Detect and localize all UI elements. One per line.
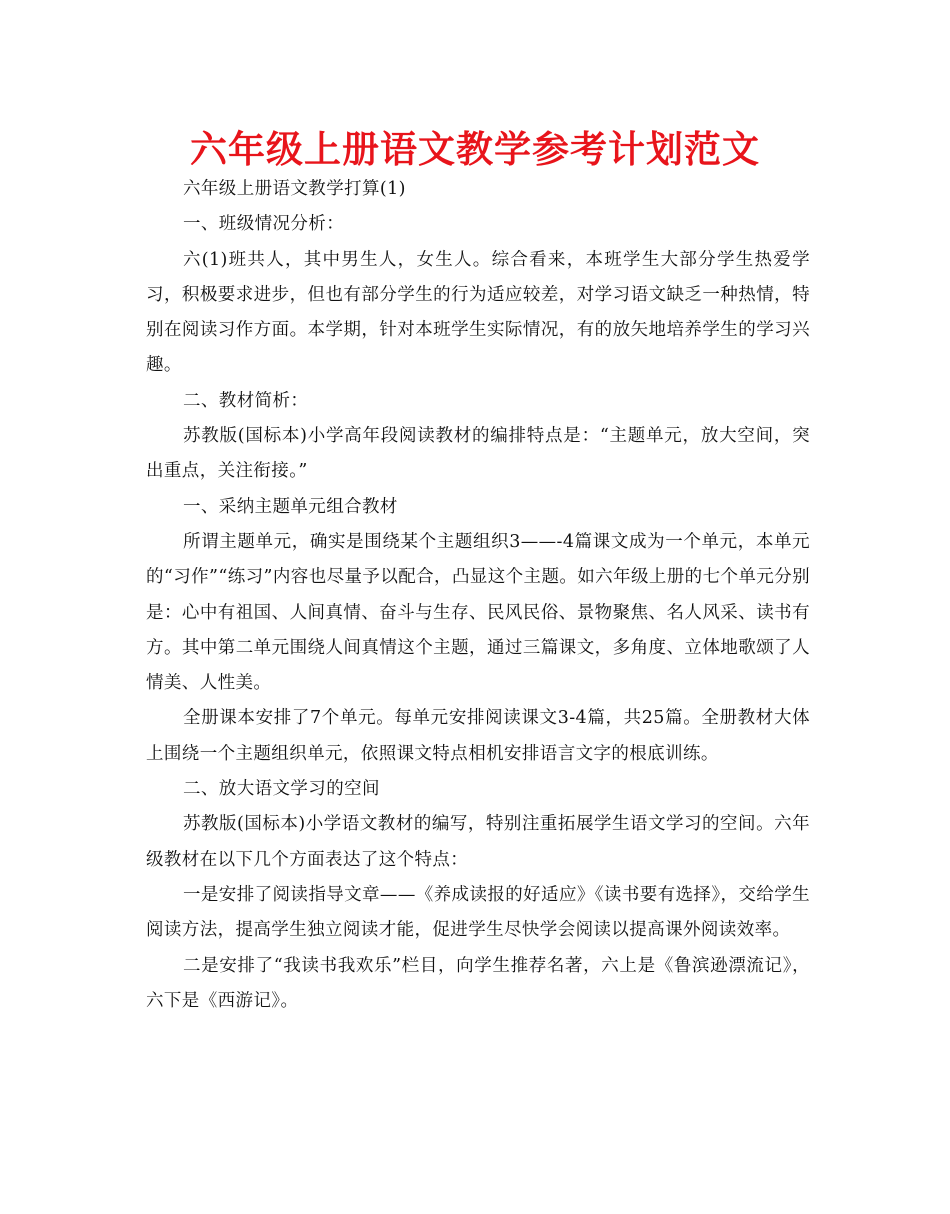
paragraph: 全册课本安排了7个单元。每单元安排阅读课文3-4篇，共25篇。全册教材大体上围绕一个主题组织单元，依照课文特点相机安排语言文字的根底训练。	[146, 708, 810, 764]
subheading: 一、采纳主题单元组合教材	[183, 496, 398, 517]
paragraph: 一是安排了阅读指导文章——《养成读报的好适应》《读书要有选择》，交给学生阅读方法，提高学生独立阅读才能，促进学生尽快学会阅读以提高课外阅读效率。	[146, 884, 810, 941]
section-heading: 六年级上册语文教学打算(1)	[183, 179, 406, 199]
paragraph: 六(1)班共人，其中男生人，女生人。综合看来，本班学生大部分学生热爱学习，积极要求进步，但也有部分学生的行为适应较差，对学习语文缺乏一种热情，特别在阅读习作方面。本学期，针对本班学生实际情况，有的放矢地培养学生的学习兴趣。	[146, 249, 810, 376]
paragraph: 二是安排了“我读书我欢乐”栏目，向学生推荐名著，六上是《鲁滨逊漂流记》，六下是《西游记》。	[146, 955, 810, 1011]
document-title: 六年级上册语文教学参考计划范文	[190, 128, 760, 171]
subheading: 一、班级情况分析：	[183, 214, 345, 235]
subheading: 二、放大语文学习的空间	[183, 779, 380, 800]
paragraph: 苏教版(国标本)小学语文教材的编写，特别注重拓展学生语文学习的空间。六年级教材在以下几个方面表达了这个特点：	[146, 814, 810, 870]
subheading: 二、教材简析：	[183, 390, 309, 411]
document-body	[146, 172, 810, 1019]
paragraph: 所谓主题单元，确实是围绕某个主题组织3——-4篇课文成为一个单元，本单元的“习作”“练习”内容也尽量予以配合，凸显这个主题。如六年级上册的七个单元分别是：心中有祖国、人间真情、奋斗与生存、民风民俗、景物聚焦、名人风采、读书有方。其中第二单元围绕人间真情这个主题，通过三篇课文，多角度、立体地歌颂了人情美、人性美。	[146, 531, 810, 694]
paragraph: 苏教版(国标本)小学高年段阅读教材的编排特点是：“主题单元，放大空间，突出重点，关注衔接。”	[146, 426, 810, 482]
